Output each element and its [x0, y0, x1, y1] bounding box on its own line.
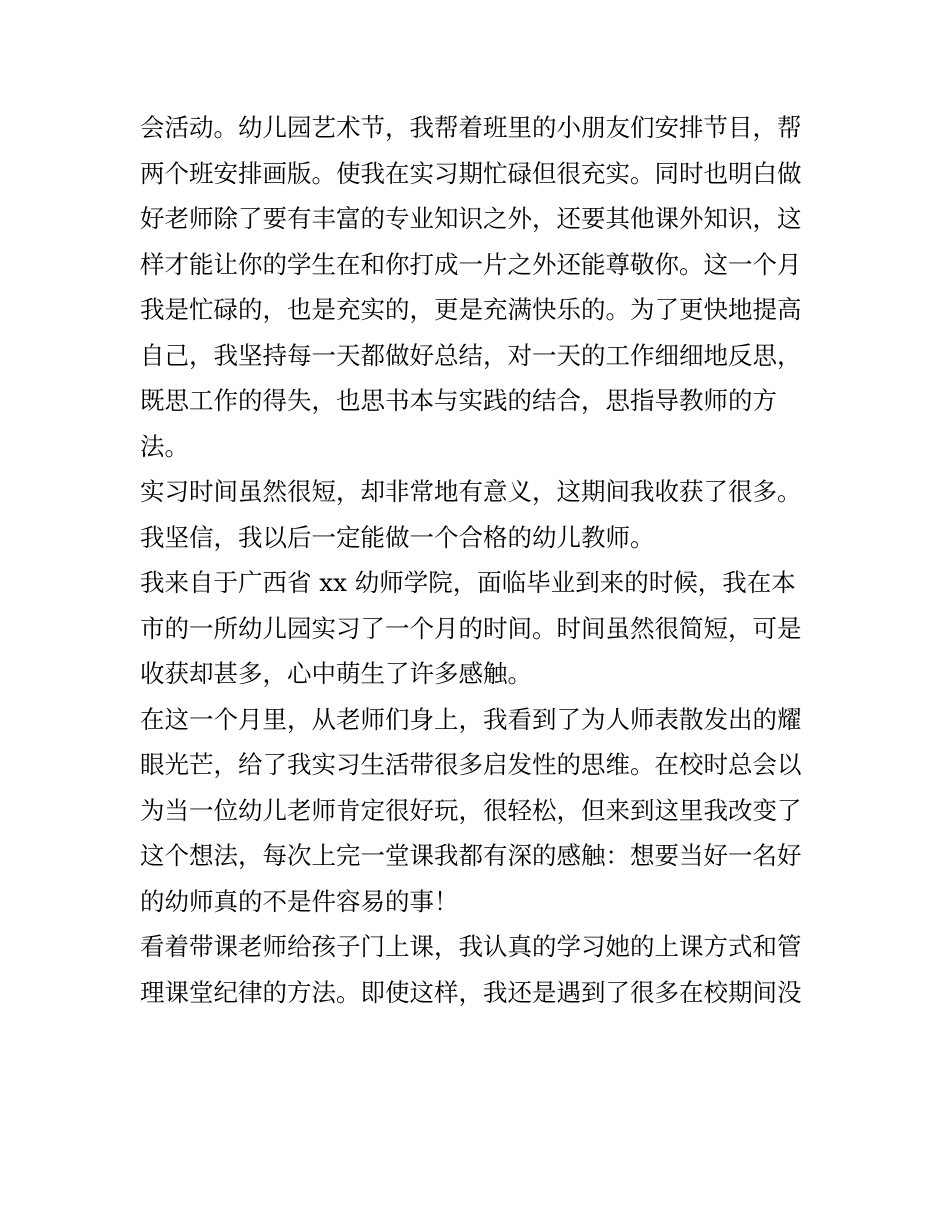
- text-line: 自己，我坚持每一天都做好总结，对一天的工作细细地反思，: [140, 340, 802, 370]
- text-line: 市的一所幼儿园实习了一个月的时间。时间虽然很简短，可是: [140, 613, 802, 643]
- text-line: 为当一位幼儿老师肯定很好玩，很轻松，但来到这里我改变了: [140, 795, 802, 825]
- text-line: 理课堂纪律的方法。即使这样，我还是遇到了很多在校期间没: [140, 977, 802, 1007]
- text-line: 的幼师真的不是件容易的事！: [140, 886, 459, 916]
- text-line: 我来自于广西省 xx 幼师学院，面临毕业到来的时候，我在本: [140, 568, 796, 597]
- text-line: 会活动。幼儿园艺术节，我帮着班里的小朋友们安排节目，帮: [140, 113, 802, 142]
- text-line: 我坚信，我以后一定能做一个合格的幼儿教师。: [140, 522, 655, 552]
- text-line: 在这一个月里，从老师们身上，我看到了为人师表散发出的耀: [140, 704, 802, 734]
- text-line: 好老师除了要有丰富的专业知识之外，还要其他课外知识，这: [140, 204, 802, 233]
- text-line: 看着带课老师给孩子门上课，我认真的学习她的上课方式和管: [140, 932, 802, 961]
- text-line: 既思工作的得失，也思书本与实践的结合，思指导教师的方: [140, 386, 777, 415]
- text-line: 收获却甚多，心中萌生了许多感触。: [140, 659, 532, 688]
- body-text: [140, 105, 830, 1015]
- text-line: 实习时间虽然很短，却非常地有意义，这期间我收获了很多。: [140, 477, 802, 506]
- text-line: 我是忙碌的，也是充实的，更是充满快乐的。为了更快地提高: [140, 295, 802, 324]
- text-line: 这个想法，每次上完一堂课我都有深的感触：想要当好一名好: [140, 841, 802, 870]
- text-line: 样才能让你的学生在和你打成一片之外还能尊敬你。这一个月: [140, 249, 802, 279]
- text-line: 法。: [140, 431, 189, 461]
- text-line: 两个班安排画版。使我在实习期忙碌但很充实。同时也明白做: [140, 158, 802, 188]
- text-line: 眼光芒，给了我实习生活带很多启发性的思维。在校时总会以: [140, 750, 802, 779]
